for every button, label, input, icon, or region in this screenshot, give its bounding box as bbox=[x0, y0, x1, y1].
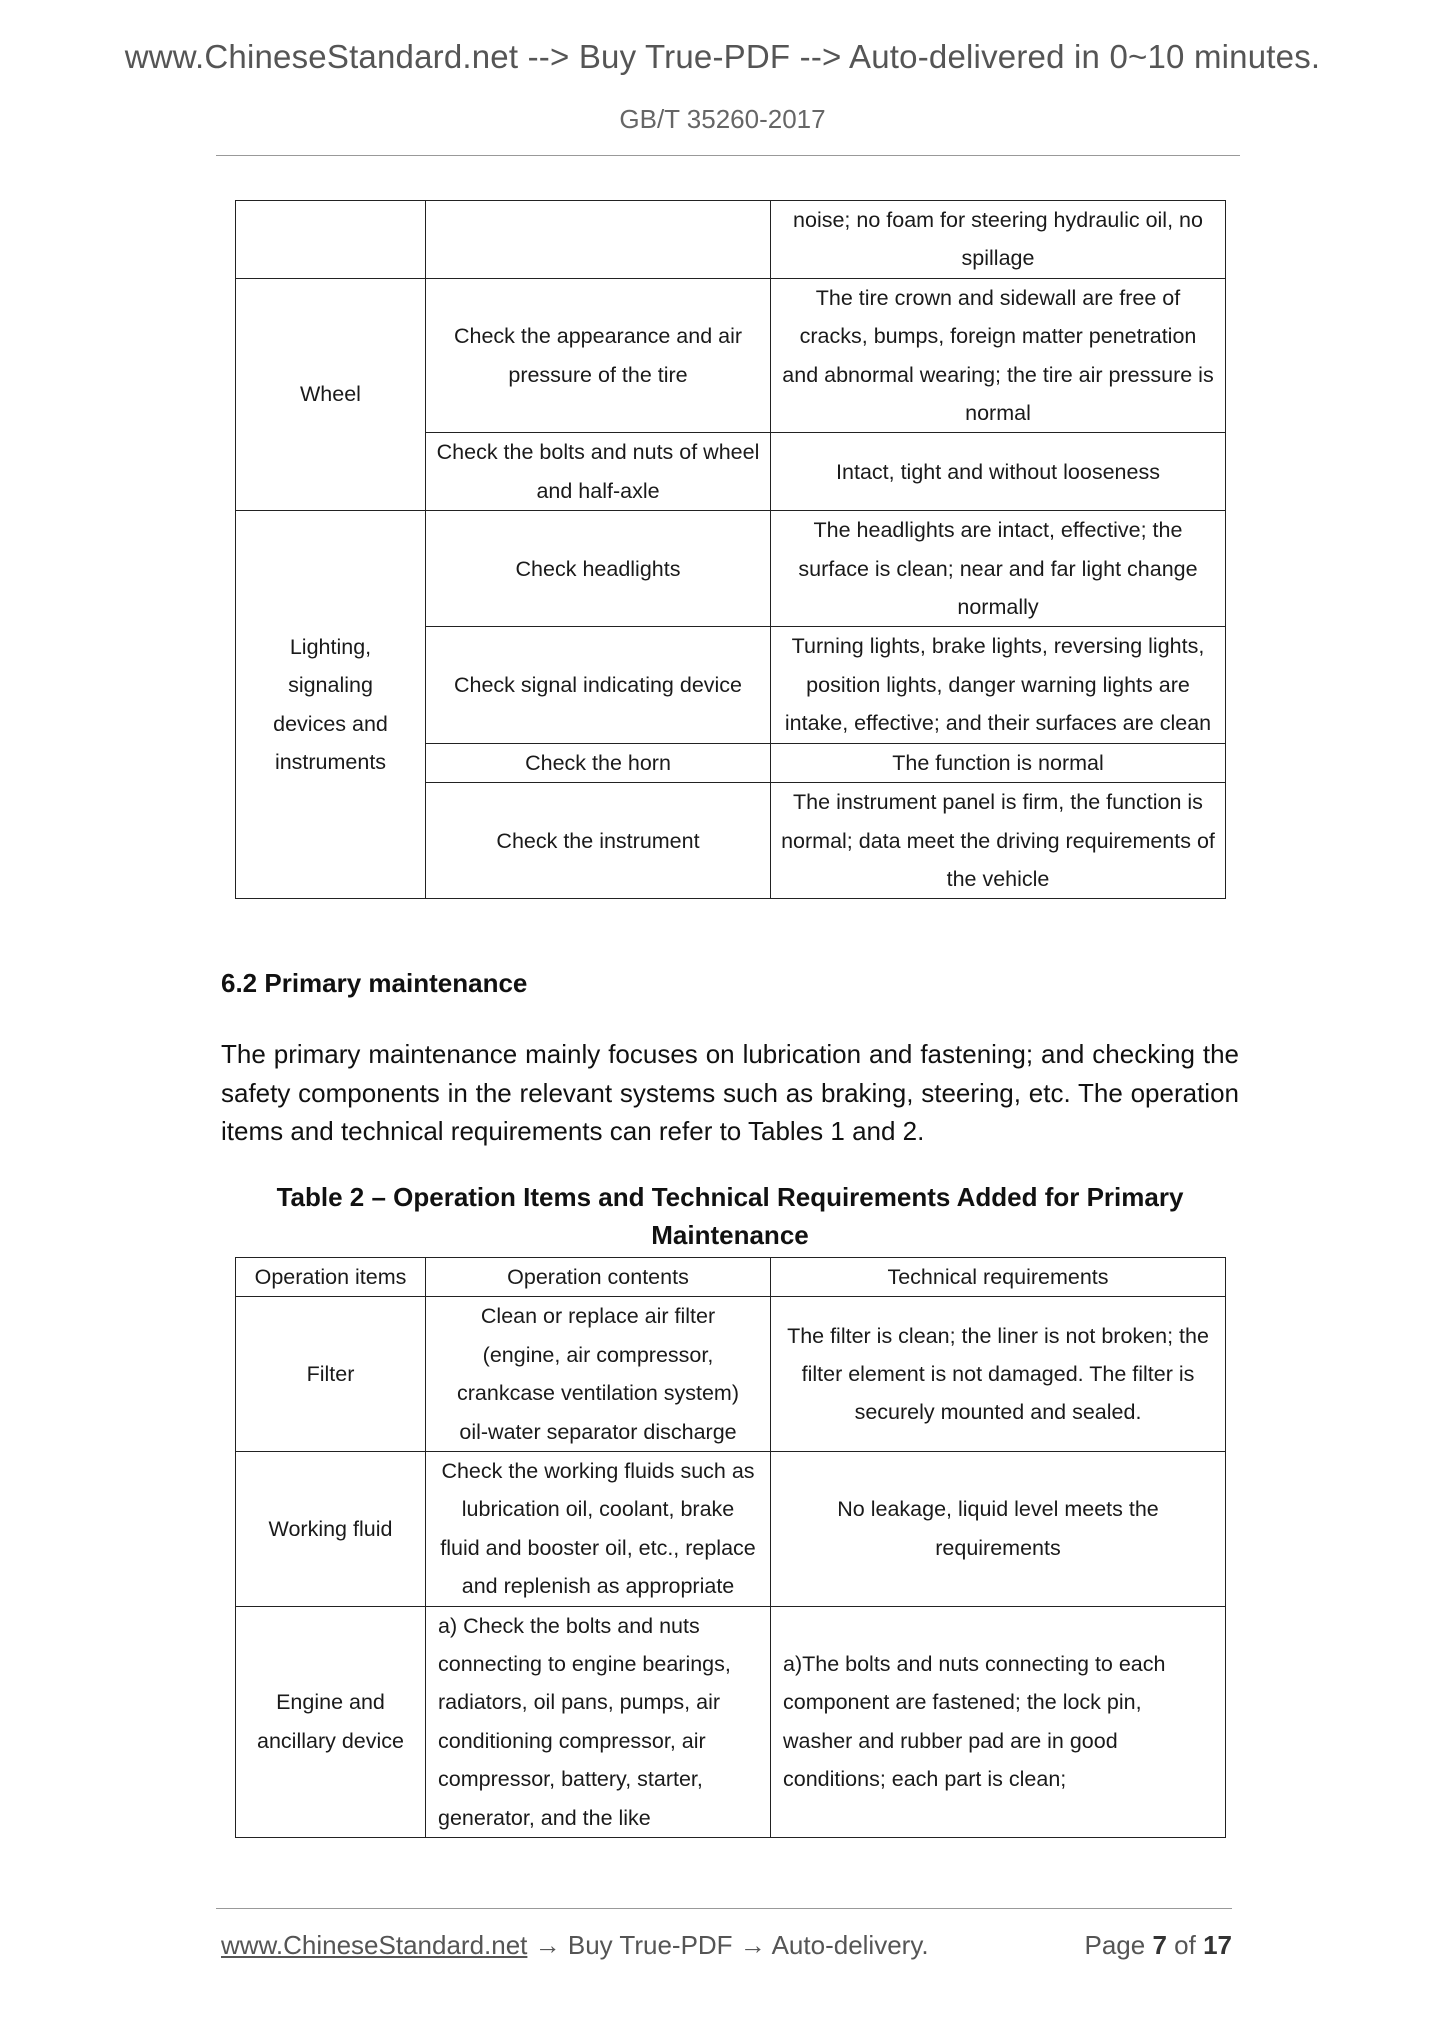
table-cell: The function is normal bbox=[771, 743, 1226, 782]
table-row bbox=[236, 511, 1226, 627]
table-cell: Intact, tight and without looseness bbox=[771, 433, 1226, 511]
site-banner: www.ChineseStandard.net --> Buy True-PDF --> Auto-delivered in 0~10 minutes. bbox=[124, 38, 1321, 75]
table-row bbox=[236, 278, 1226, 433]
table-cell bbox=[236, 201, 426, 279]
table-cell: Check headlights bbox=[426, 511, 771, 627]
table-cell: noise; no foam for steering hydraulic oil, no spillage bbox=[771, 201, 1226, 279]
section-heading: 6.2 Primary maintenance bbox=[221, 968, 528, 998]
table-caption: Table 2 – Operation Items and Technical Requirements Added for Primary Maintenance bbox=[276, 1182, 1184, 1250]
delivery-text: Auto-delivery. bbox=[771, 1930, 929, 1960]
header-divider bbox=[216, 155, 1240, 156]
arrow-icon: → bbox=[527, 1930, 568, 1960]
column-header: Operation contents bbox=[426, 1258, 771, 1297]
table-cell: Check the appearance and air pressure of the tire bbox=[426, 278, 771, 433]
table-cell: Wheel bbox=[236, 278, 426, 510]
table-cell: The instrument panel is firm, the function is normal; data meet the driving requirements of the vehicle bbox=[771, 783, 1226, 899]
table-cell: a) Check the bolts and nuts connecting to engine bearings, radiators, oil pans, pumps, air conditioning compressor, air compressor, battery, starter, generator, and the like bbox=[426, 1606, 771, 1837]
of-label: of bbox=[1174, 1930, 1196, 1960]
table-cell: Clean or replace air filter (engine, air compressor, crankcase ventilation system) oil-water separator discharge bbox=[426, 1297, 771, 1452]
buy-text: Buy True-PDF bbox=[567, 1930, 733, 1960]
table-cell: No leakage, liquid level meets the requirements bbox=[771, 1452, 1226, 1607]
table1-continued bbox=[235, 200, 1226, 899]
standard-number: GB/T 35260-2017 bbox=[619, 104, 826, 134]
footer-divider bbox=[216, 1908, 1232, 1909]
table-row bbox=[236, 1606, 1226, 1837]
page-indicator bbox=[1084, 1930, 1232, 1961]
table-cell: Check the horn bbox=[426, 743, 771, 782]
section-paragraph: The primary maintenance mainly focuses on lubrication and fastening; and checking the safety components in the relevant systems such as braking, steering, etc. The operation items and technical requirements can refer to Tables 1 and 2. bbox=[221, 1039, 1239, 1146]
table-cell: Working fluid bbox=[236, 1452, 426, 1607]
table-cell: The headlights are intact, effective; the surface is clean; near and far light change normally bbox=[771, 511, 1226, 627]
table-cell: Lighting, signaling devices and instruments bbox=[236, 511, 426, 899]
table-cell: Check the bolts and nuts of wheel and half-axle bbox=[426, 433, 771, 511]
site-link[interactable]: www.ChineseStandard.net bbox=[221, 1930, 528, 1960]
table-cell: The tire crown and sidewall are free of cracks, bumps, foreign matter penetration and abnormal wearing; the tire air pressure is normal bbox=[771, 278, 1226, 433]
table-cell: Check the instrument bbox=[426, 783, 771, 899]
arrow-icon: → bbox=[732, 1930, 772, 1960]
table-cell: Check the working fluids such as lubrication oil, coolant, brake fluid and booster oil, etc., replace and replenish as appropriate bbox=[426, 1452, 771, 1607]
page-current: 7 bbox=[1152, 1930, 1167, 1960]
table-cell: Engine and ancillary device bbox=[236, 1606, 426, 1837]
table-row bbox=[236, 1452, 1226, 1607]
table-cell: The filter is clean; the liner is not broken; the filter element is not damaged. The filter is securely mounted and sealed. bbox=[771, 1297, 1226, 1452]
table-row bbox=[236, 1297, 1226, 1452]
table-cell: Turning lights, brake lights, reversing lights, position lights, danger warning lights are intake, effective; and their surfaces are clean bbox=[771, 627, 1226, 743]
footer-links bbox=[221, 1930, 929, 1961]
table2 bbox=[235, 1257, 1226, 1838]
table-cell: Filter bbox=[236, 1297, 426, 1452]
table-row bbox=[236, 201, 1226, 279]
table-cell: a)The bolts and nuts connecting to each component are fastened; the lock pin, washer and rubber pad are in good conditions; each part is clean; bbox=[771, 1606, 1226, 1837]
column-header: Operation items bbox=[236, 1258, 426, 1297]
column-header: Technical requirements bbox=[771, 1258, 1226, 1297]
page-total: 17 bbox=[1203, 1930, 1232, 1960]
table-cell: Check signal indicating device bbox=[426, 627, 771, 743]
table-header-row bbox=[236, 1258, 1226, 1297]
table-cell bbox=[426, 201, 771, 279]
page-label: Page bbox=[1084, 1930, 1146, 1960]
